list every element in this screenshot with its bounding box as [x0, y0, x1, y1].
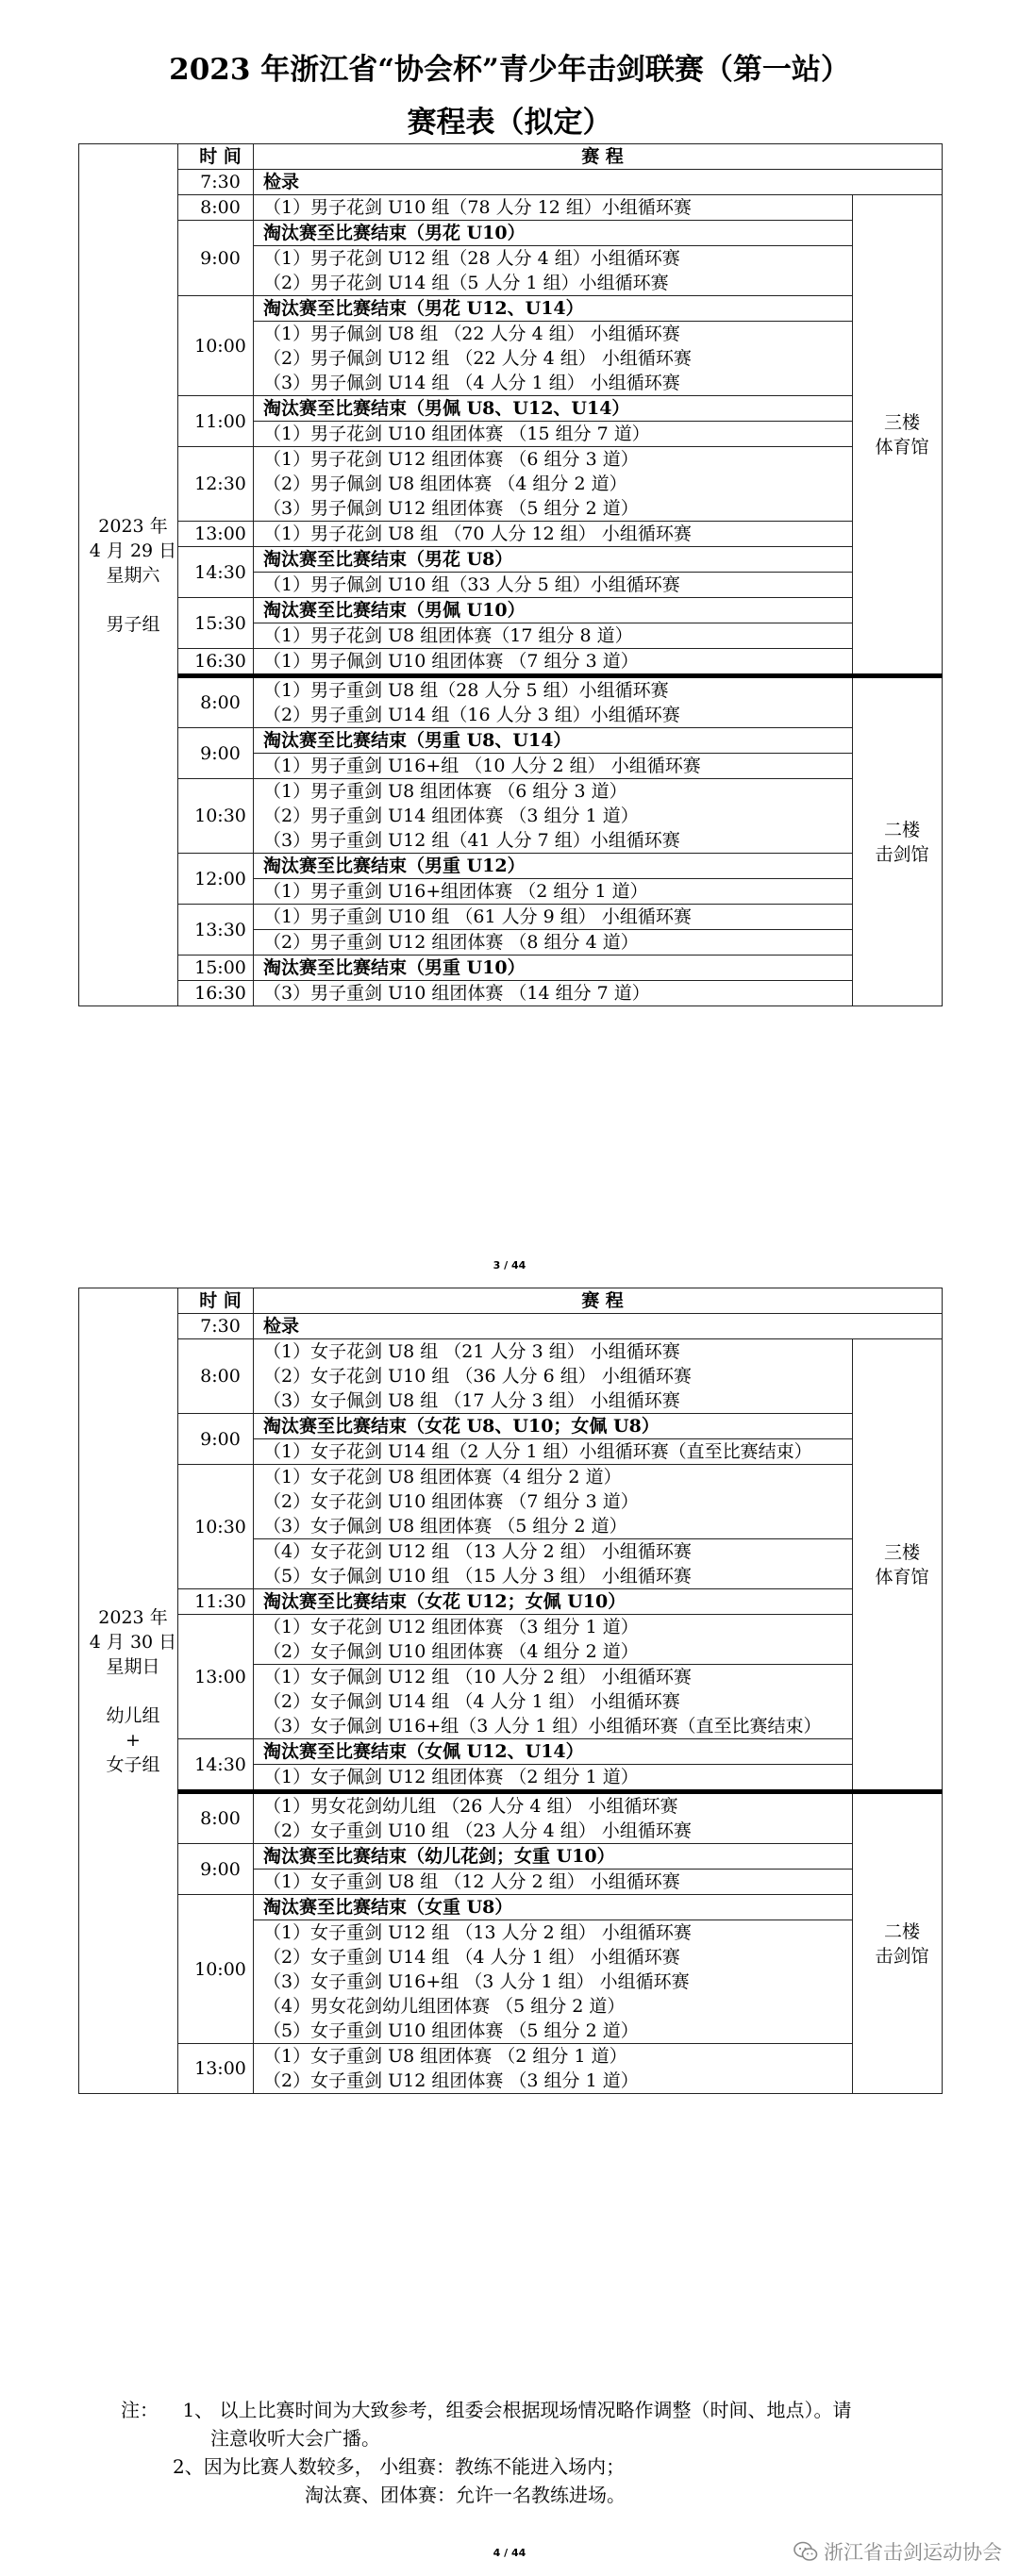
schedule-row: [79, 1895, 943, 1920]
time-cell: 10:30: [178, 779, 254, 854]
time-cell: 13:00: [178, 1615, 254, 1739]
cell-line: （2）男子重剑 U12 组团体赛 （8 组分 4 道）: [263, 932, 639, 953]
cell-line: （1）男子佩剑 U10 组团体赛 （7 组分 3 道）: [263, 651, 639, 672]
event-cell: [254, 2044, 853, 2094]
schedule-row: [79, 2044, 943, 2094]
event-cell: [254, 547, 853, 573]
cell-line: 淘汰赛至比赛结束（男花 U10）: [263, 223, 526, 243]
event-cell: [254, 522, 853, 547]
event-cell: [254, 1665, 853, 1739]
schedule-row: [79, 396, 943, 422]
event-cell: [254, 956, 853, 981]
cell-line: 淘汰赛至比赛结束（女佩 U12、U14）: [263, 1741, 584, 1762]
cell-line: 淘汰赛至比赛结束（男重 U8、U14）: [263, 730, 572, 751]
document-title: 2023 年浙江省“协会杯”青少年击剑联赛（第一站）: [169, 53, 850, 87]
header-row: [79, 144, 943, 170]
event-cell: [254, 170, 943, 195]
cell-line: 淘汰赛至比赛结束（男佩 U8、U12、U14）: [263, 398, 630, 419]
event-cell: [254, 1739, 853, 1765]
event-cell: [254, 1439, 853, 1465]
event-cell: [254, 905, 853, 930]
wechat-icon: [793, 2541, 818, 2562]
schedule-row: [79, 854, 943, 879]
event-cell: [254, 879, 853, 905]
cell-line: （2）女子佩剑 U10 组团体赛 （4 组分 2 道）: [263, 1641, 639, 1662]
schedule-table-day2: [78, 1288, 943, 2094]
cell-line: 检录: [263, 1316, 300, 1337]
cell-line: 2023 年: [98, 515, 168, 537]
event-cell: [254, 422, 853, 447]
cell-line: （2）男子花剑 U14 组（5 人分 1 组）小组循环赛: [263, 273, 669, 293]
cell-line: （2）男子重剑 U14 组团体赛 （3 组分 1 道）: [263, 806, 639, 826]
schedule-row: [79, 598, 943, 623]
cell-line: （1）男子重剑 U16+组 （10 人分 2 组） 小组循环赛: [263, 756, 701, 776]
cell-line: （2）男子重剑 U14 组（16 人分 3 组）小组循环赛: [263, 705, 680, 725]
note-1-line-2: 注意收听大会广播。: [210, 2427, 380, 2450]
time-cell: 10:00: [178, 1895, 254, 2044]
event-cell: [254, 1870, 853, 1895]
schedule-row: [79, 1414, 943, 1439]
time-cell: 15:00: [178, 956, 254, 981]
time-cell: 11:00: [178, 396, 254, 447]
event-cell: [254, 779, 853, 854]
note-2-line-1: 2、因为比赛人数较多， 小组赛：教练不能进入场内；: [173, 2455, 626, 2478]
event-cell: [254, 396, 853, 422]
event-cell: [254, 1465, 853, 1539]
header-time: 时 间: [178, 1288, 254, 1314]
cell-line: 二楼: [883, 1920, 920, 1942]
cell-line: 二楼: [883, 819, 920, 840]
cell-line: （1）女子花剑 U8 组 （21 人分 3 组） 小组循环赛: [263, 1341, 680, 1362]
cell-line: 击剑馆: [875, 843, 929, 865]
note-1-line-1: [121, 2396, 951, 2424]
cell-line: （1）女子佩剑 U12 组团体赛 （2 组分 1 道）: [263, 1767, 639, 1787]
event-cell: [254, 1589, 853, 1615]
time-cell: 7:30: [178, 1314, 254, 1339]
time-cell: 9:00: [178, 221, 254, 296]
cell-line: （3）女子佩剑 U8 组团体赛 （5 组分 2 道）: [263, 1516, 627, 1537]
cell-line: 检录: [263, 172, 300, 192]
cell-line: （2）女子花剑 U10 组 （36 人分 6 组） 小组循环赛: [263, 1366, 692, 1387]
event-cell: [254, 1792, 853, 1844]
schedule-row: [79, 981, 943, 1006]
cell-line: 淘汰赛至比赛结束（女花 U12；女佩 U10）: [263, 1591, 626, 1612]
schedule-row: [79, 905, 943, 930]
cell-line: 幼儿组: [106, 1704, 160, 1726]
venue-cell: [853, 195, 943, 676]
cell-line: （3）女子佩剑 U16+组（3 人分 1 组）小组循环赛（直至比赛结束）: [263, 1716, 822, 1737]
header-time: 时 间: [178, 144, 254, 170]
cell-line: （3）男子重剑 U12 组（41 人分 7 组）小组循环赛: [263, 830, 680, 851]
cell-line: 体育馆: [875, 1566, 929, 1587]
time-cell: 8:00: [178, 676, 254, 728]
schedule-row: [79, 296, 943, 322]
event-cell: [254, 649, 853, 676]
event-cell: [254, 1314, 943, 1339]
cell-line: 4 月 30 日: [89, 1631, 177, 1653]
cell-line: 三楼: [883, 1541, 920, 1563]
cell-line: （2）女子花剑 U10 组团体赛 （7 组分 3 道）: [263, 1491, 639, 1512]
note-2-line-2: 淘汰赛、团体赛：允许一名教练进场。: [305, 2484, 626, 2506]
time-cell: 7:30: [178, 170, 254, 195]
time-cell: 9:00: [178, 728, 254, 779]
cell-line: （2）女子重剑 U14 组 （4 人分 1 组） 小组循环赛: [263, 1947, 680, 1968]
time-cell: 10:30: [178, 1465, 254, 1589]
event-cell: [254, 322, 853, 396]
time-cell: 13:00: [178, 522, 254, 547]
cell-line: （1）女子重剑 U12 组 （13 人分 2 组） 小组循环赛: [263, 1922, 692, 1943]
event-cell: [254, 246, 853, 296]
event-cell: [254, 1414, 853, 1439]
schedule-row: [79, 779, 943, 854]
event-cell: [254, 221, 853, 246]
schedule-row: [79, 1314, 943, 1339]
schedule-row: [79, 728, 943, 754]
cell-line: （1）男子花剑 U12 组团体赛 （6 组分 3 道）: [263, 449, 639, 470]
event-cell: [254, 1615, 853, 1665]
cell-line: （2）女子重剑 U12 组团体赛 （3 组分 1 道）: [263, 2070, 639, 2091]
cell-line: （2）男子佩剑 U8 组团体赛 （4 组分 2 道）: [263, 474, 627, 494]
schedule-row: [79, 1792, 943, 1844]
schedule-row: [79, 676, 943, 728]
cell-line: （1）男子佩剑 U8 组 （22 人分 4 组） 小组循环赛: [263, 324, 680, 344]
schedule-row: [79, 1615, 943, 1665]
day-cell: [79, 1288, 178, 2094]
event-cell: [254, 1920, 853, 2044]
cell-line: [89, 1679, 177, 1703]
time-cell: 12:00: [178, 854, 254, 905]
event-cell: [254, 1539, 853, 1589]
cell-line: （1）男子花剑 U12 组（28 人分 4 组）小组循环赛: [263, 248, 680, 269]
cell-line: 4 月 29 日: [89, 540, 177, 561]
cell-line: （4）女子花剑 U12 组 （13 人分 2 组） 小组循环赛: [263, 1541, 692, 1562]
cell-line: 淘汰赛至比赛结束（男花 U12、U14）: [263, 298, 584, 319]
time-cell: 9:00: [178, 1844, 254, 1895]
cell-line: 2023 年: [98, 1606, 168, 1628]
schedule-row: [79, 956, 943, 981]
venue-cell: [853, 676, 943, 1006]
notes-label: 注：: [121, 2399, 159, 2421]
time-cell: 12:30: [178, 447, 254, 522]
time-cell: 13:00: [178, 2044, 254, 2094]
cell-line: （1）女子花剑 U14 组（2 人分 1 组）小组循环赛（直至比赛结束）: [263, 1441, 812, 1462]
cell-line: 淘汰赛至比赛结束（女重 U8）: [263, 1897, 513, 1918]
event-cell: [254, 728, 853, 754]
time-cell: 16:30: [178, 981, 254, 1006]
cell-line: （1）女子重剑 U8 组团体赛 （2 组分 1 道）: [263, 2046, 627, 2067]
cell-line: （2）女子重剑 U10 组 （23 人分 4 组） 小组循环赛: [263, 1820, 692, 1841]
event-cell: [254, 1895, 853, 1920]
schedule-row: [79, 1339, 943, 1414]
cell-line: （1）男女花剑幼儿组 （26 人分 4 组） 小组循环赛: [263, 1796, 678, 1817]
schedule-row: [79, 170, 943, 195]
cell-line: （1）男子重剑 U10 组 （61 人分 9 组） 小组循环赛: [263, 906, 692, 927]
cell-line: （1）男子重剑 U16+组团体赛 （2 组分 1 道）: [263, 881, 648, 902]
cell-line: （3）男子佩剑 U14 组 （4 人分 1 组） 小组循环赛: [263, 373, 680, 393]
cell-line: （3）女子佩剑 U8 组 （17 人分 3 组） 小组循环赛: [263, 1390, 680, 1411]
schedule-row: [79, 1844, 943, 1870]
cell-line: （1）男子重剑 U8 组团体赛 （6 组分 3 道）: [263, 781, 627, 802]
schedule-row: [79, 1465, 943, 1539]
cell-line: （1）男子花剑 U10 组（78 人分 12 组）小组循环赛: [263, 197, 692, 218]
cell-line: 星期六: [106, 564, 160, 586]
schedule-row: [79, 221, 943, 246]
cell-line: 淘汰赛至比赛结束（女花 U8、U10；女佩 U8）: [263, 1416, 660, 1437]
cell-line: （5）女子重剑 U10 组团体赛 （5 组分 2 道）: [263, 2020, 639, 2041]
cell-line: （1）女子佩剑 U12 组 （10 人分 2 组） 小组循环赛: [263, 1667, 692, 1687]
cell-line: 三楼: [883, 411, 920, 433]
time-cell: 8:00: [178, 1339, 254, 1414]
note-1-text: 1、 以上比赛时间为大致参考，组委会根据现场情况略作调整（时间、地点）。请: [182, 2399, 852, 2421]
schedule-table-day1: [78, 143, 943, 1006]
event-cell: [254, 754, 853, 779]
cell-line: （1）男子花剑 U8 组 （70 人分 12 组） 小组循环赛: [263, 524, 692, 544]
cell-line: （1）男子重剑 U8 组（28 人分 5 组）小组循环赛: [263, 680, 669, 701]
schedule-row: [79, 447, 943, 522]
day-cell: [79, 144, 178, 1006]
schedule-row: [79, 1589, 943, 1615]
event-cell: [254, 623, 853, 649]
event-cell: [254, 598, 853, 623]
event-cell: [254, 1844, 853, 1870]
cell-line: （3）男子重剑 U10 组团体赛 （14 组分 7 道）: [263, 983, 650, 1004]
time-cell: 9:00: [178, 1414, 254, 1465]
cell-line: 淘汰赛至比赛结束（男佩 U10）: [263, 600, 526, 621]
document-subtitle: 赛程表（拟定）: [407, 106, 612, 140]
cell-line: （1）男子佩剑 U10 组（33 人分 5 组）小组循环赛: [263, 574, 680, 595]
cell-line: 击剑馆: [875, 1945, 929, 1967]
cell-line: （4）男女花剑幼儿组团体赛 （5 组分 2 道）: [263, 1996, 626, 2017]
event-cell: [254, 930, 853, 956]
cell-line: 男子组: [106, 613, 160, 635]
event-cell: [254, 981, 853, 1006]
time-cell: 8:00: [178, 195, 254, 221]
schedule-row: [79, 1739, 943, 1765]
time-cell: 10:00: [178, 296, 254, 396]
schedule-row: [79, 195, 943, 221]
cell-line: 淘汰赛至比赛结束（幼儿花剑；女重 U10）: [263, 1846, 615, 1867]
cell-line: [89, 588, 177, 612]
schedule-row: [79, 522, 943, 547]
time-cell: 15:30: [178, 598, 254, 649]
header-schedule: 赛 程: [254, 1288, 943, 1314]
time-cell: 14:30: [178, 1739, 254, 1792]
time-cell: 8:00: [178, 1792, 254, 1844]
page-number: 3 / 44: [493, 1259, 526, 1271]
cell-line: （3）男子佩剑 U12 组团体赛 （5 组分 2 道）: [263, 498, 639, 519]
cell-line: 淘汰赛至比赛结束（男重 U12）: [263, 856, 526, 876]
cell-line: （1）女子重剑 U8 组 （12 人分 2 组） 小组循环赛: [263, 1871, 680, 1892]
time-cell: 14:30: [178, 547, 254, 598]
cell-line: 星期日: [106, 1655, 160, 1677]
header-row: [79, 1288, 943, 1314]
cell-line: （3）女子重剑 U16+组 （3 人分 1 组） 小组循环赛: [263, 1971, 690, 1992]
event-cell: [254, 195, 853, 221]
cell-line: （1）男子花剑 U10 组团体赛 （15 组分 7 道）: [263, 424, 650, 444]
venue-cell: [853, 1339, 943, 1792]
venue-cell: [853, 1792, 943, 2094]
cell-line: （2）女子佩剑 U14 组 （4 人分 1 组） 小组循环赛: [263, 1691, 680, 1712]
cell-line: （1）男子花剑 U8 组团体赛（17 组分 8 道）: [263, 625, 633, 646]
event-cell: [254, 573, 853, 598]
cell-line: （2）男子佩剑 U12 组 （22 人分 4 组） 小组循环赛: [263, 348, 692, 369]
notes-section: [121, 2396, 951, 2509]
cell-line: 淘汰赛至比赛结束（男花 U8）: [263, 549, 513, 570]
page-number: 4 / 44: [493, 2547, 526, 2559]
cell-line: 体育馆: [875, 436, 929, 457]
cell-line: 女子组: [106, 1753, 160, 1775]
event-cell: [254, 1765, 853, 1792]
cell-line: （5）女子佩剑 U10 组 （15 人分 3 组） 小组循环赛: [263, 1566, 692, 1587]
event-cell: [254, 296, 853, 322]
time-cell: 16:30: [178, 649, 254, 676]
header-schedule: 赛 程: [254, 144, 943, 170]
event-cell: [254, 854, 853, 879]
cell-line: （1）女子花剑 U8 组团体赛（4 组分 2 道）: [263, 1467, 622, 1487]
time-cell: 11:30: [178, 1589, 254, 1615]
event-cell: [254, 447, 853, 522]
cell-line: +: [125, 1729, 141, 1751]
time-cell: 13:30: [178, 905, 254, 956]
watermark-text: 浙江省击剑运动协会: [824, 2541, 1002, 2564]
cell-line: 淘汰赛至比赛结束（男重 U10）: [263, 957, 526, 978]
schedule-row: [79, 649, 943, 676]
schedule-row: [79, 547, 943, 573]
event-cell: [254, 676, 853, 728]
event-cell: [254, 1339, 853, 1414]
watermark: [793, 2537, 1002, 2566]
cell-line: （1）女子花剑 U12 组团体赛 （3 组分 1 道）: [263, 1617, 639, 1637]
